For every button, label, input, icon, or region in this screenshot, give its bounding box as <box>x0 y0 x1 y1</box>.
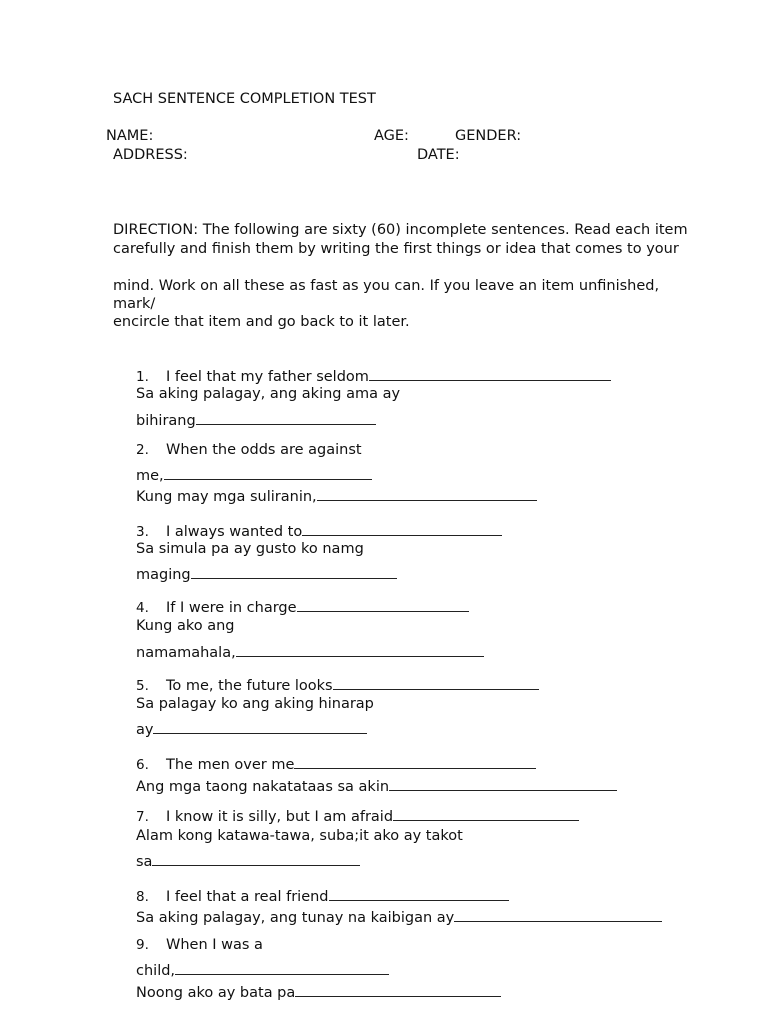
item-2-filipino <box>136 486 537 505</box>
age-label: AGE: <box>374 128 409 144</box>
item-number: 8. <box>136 889 149 905</box>
item-text: Noong ako ay bata pa <box>136 985 296 1001</box>
answer-blank[interactable] <box>393 806 579 821</box>
item-1-filipino-a: Sa aking palagay, ang aking ama ay <box>136 386 401 402</box>
answer-blank[interactable] <box>164 465 372 480</box>
item-text: ay <box>136 722 154 738</box>
item-7-filipino-b <box>136 851 360 870</box>
answer-blank[interactable] <box>389 776 617 791</box>
item-8-filipino <box>136 907 662 926</box>
item-number: 6. <box>136 757 149 773</box>
item-2-english-b <box>136 465 372 484</box>
answer-blank[interactable] <box>153 719 367 734</box>
answer-blank[interactable] <box>294 754 536 769</box>
item-4-filipino-b <box>136 642 484 661</box>
item-text: When the odds are against <box>166 442 362 458</box>
item-text: bihirang <box>136 413 196 429</box>
item-number: 4. <box>136 600 149 616</box>
direction-line-5: encircle that item and go back to it later. <box>113 314 410 330</box>
item-text: If I were in charge <box>166 600 297 616</box>
item-5-english <box>136 675 539 694</box>
direction-line-3: mind. Work on all these as fast as you can. If you leave an item unfinished, <box>113 278 660 294</box>
page-title: SACH SENTENCE COMPLETION TEST <box>113 91 376 107</box>
date-label: DATE: <box>417 147 460 163</box>
direction-line-4: mark/ <box>113 296 156 312</box>
answer-blank[interactable] <box>297 597 469 612</box>
item-text: namamahala, <box>136 645 236 661</box>
item-6-english <box>136 754 536 773</box>
item-number: 3. <box>136 524 149 540</box>
item-text: I know it is silly, but I am afraid <box>166 809 394 825</box>
answer-blank[interactable] <box>175 960 389 975</box>
answer-blank[interactable] <box>329 886 509 901</box>
item-text: To me, the future looks <box>166 678 333 694</box>
item-3-filipino-b <box>136 564 397 583</box>
gender-label: GENDER: <box>455 128 522 144</box>
item-7-english <box>136 806 579 825</box>
direction-line-2: carefully and finish them by writing the first things or idea that comes to your <box>113 241 679 257</box>
item-text: sa <box>136 854 153 870</box>
answer-blank[interactable] <box>302 521 502 536</box>
item-5-filipino-a: Sa palagay ko ang aking hinarap <box>136 696 374 712</box>
item-number: 1. <box>136 369 149 385</box>
item-text: child, <box>136 963 176 979</box>
item-text: I feel that my father seldom <box>166 369 369 385</box>
item-number: 2. <box>136 442 149 458</box>
answer-blank[interactable] <box>152 851 360 866</box>
item-3-filipino-a: Sa simula pa ay gusto ko namg <box>136 541 364 557</box>
item-2-english <box>136 443 362 458</box>
item-text: I feel that a real friend <box>166 889 329 905</box>
item-8-english <box>136 886 509 905</box>
answer-blank[interactable] <box>295 982 501 997</box>
item-text: me, <box>136 468 164 484</box>
item-9-english-b <box>136 960 389 979</box>
item-text: I always wanted to <box>166 524 303 540</box>
item-number: 7. <box>136 809 149 825</box>
direction-line-1: DIRECTION: The following are sixty (60) incomplete sentences. Read each item <box>113 222 688 238</box>
answer-blank[interactable] <box>369 366 611 381</box>
item-4-english <box>136 597 469 616</box>
address-label: ADDRESS: <box>113 147 188 163</box>
item-3-english <box>136 521 502 540</box>
item-number: 9. <box>136 937 149 953</box>
answer-blank[interactable] <box>196 410 376 425</box>
item-4-filipino-a: Kung ako ang <box>136 618 235 634</box>
item-text: maging <box>136 567 191 583</box>
item-1-filipino-b <box>136 410 376 429</box>
item-5-filipino-b <box>136 719 367 738</box>
answer-blank[interactable] <box>236 642 484 657</box>
name-label: NAME: <box>106 128 154 144</box>
answer-blank[interactable] <box>317 486 537 501</box>
answer-blank[interactable] <box>333 675 539 690</box>
item-text: The men over me <box>166 757 295 773</box>
item-text: Kung may mga suliranin, <box>136 489 317 505</box>
item-6-filipino <box>136 776 617 795</box>
item-1-english <box>136 366 611 385</box>
item-7-filipino-a: Alam kong katawa-tawa, suba;it ako ay takot <box>136 828 463 844</box>
answer-blank[interactable] <box>191 564 397 579</box>
item-text: Sa aking palagay, ang tunay na kaibigan ay <box>136 910 455 926</box>
item-9-english <box>136 938 263 953</box>
item-9-filipino <box>136 982 501 1001</box>
item-text: When I was a <box>166 937 263 953</box>
answer-blank[interactable] <box>454 907 662 922</box>
item-text: Ang mga taong nakatataas sa akin <box>136 779 390 795</box>
item-number: 5. <box>136 678 149 694</box>
